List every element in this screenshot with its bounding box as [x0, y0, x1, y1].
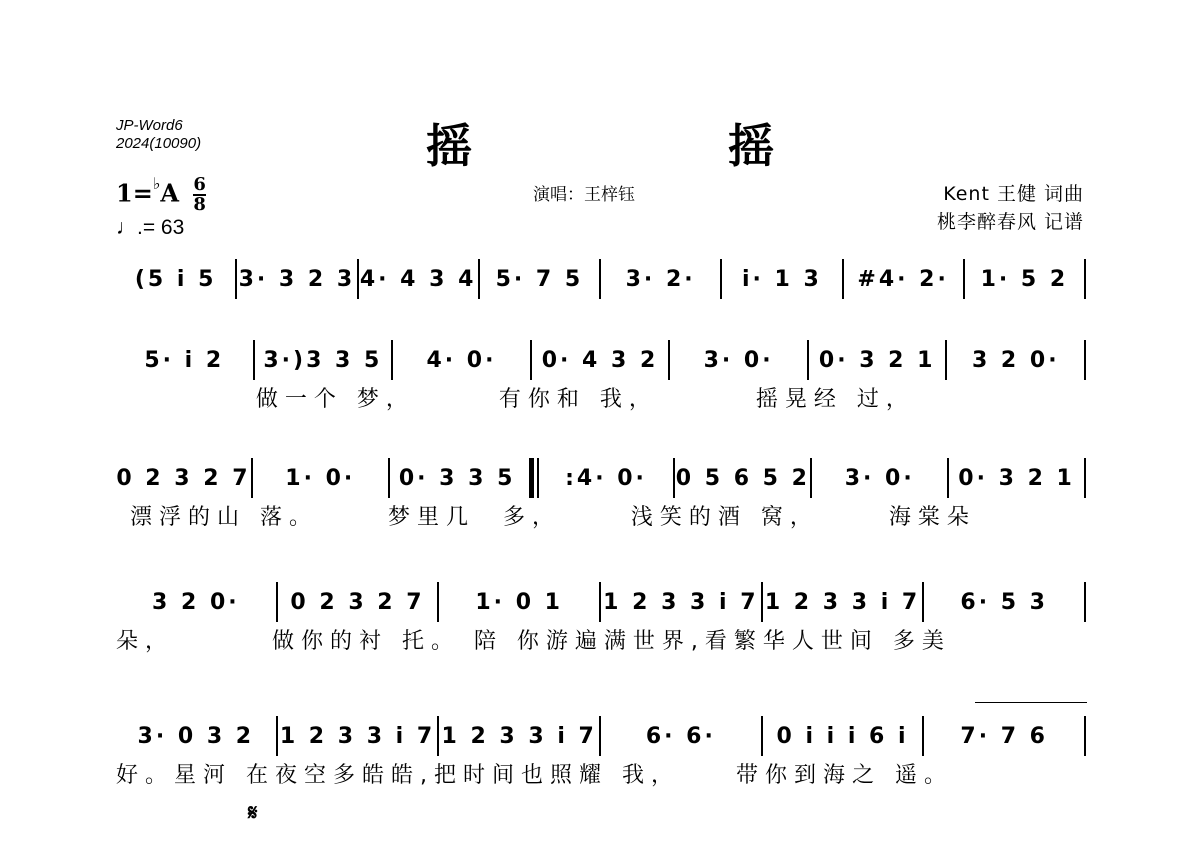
lyrics-row-4: 朵， 做你的衬 托。 陪 你游遍满世界,看繁华人世间 多美 [116, 629, 951, 654]
stave-1 [116, 257, 1086, 301]
notes-row-5 [116, 714, 1086, 758]
measure: 1· 0· [285, 465, 356, 491]
measure: 4· 4 3 4 [359, 266, 477, 292]
measure: 3 2 0· [152, 589, 240, 615]
software-edition: 2024(10090) [116, 135, 202, 152]
measure: 3· 0· [703, 347, 774, 373]
tempo-marking: ♩.= 63 [116, 216, 185, 239]
barline [1084, 259, 1086, 299]
measure: #4· 2· [857, 266, 949, 292]
measure: 0· 3 2 1 [818, 347, 936, 373]
measure: 6· 5 3 [960, 589, 1048, 615]
notes-row-4 [116, 580, 1086, 624]
key-prefix: 1= [116, 178, 153, 208]
measure: 1 2 3 3 i 7 [441, 723, 597, 749]
measure: 3·)3 3 5 [263, 347, 383, 373]
notes-row-1 [116, 257, 1086, 301]
key-signature [116, 173, 206, 215]
measure: 3· 3 2 3 [238, 266, 356, 292]
notes-row-2 [116, 338, 1086, 382]
lyrics-row-5: 好。星河 在夜空多皓皓,把时间也照耀 我， 带你到海之 遥。 [116, 763, 953, 788]
barline [1084, 716, 1086, 756]
measure: (5 i 5 [134, 266, 217, 292]
barline [1084, 582, 1086, 622]
measure: 0 5 6 5 2 [675, 465, 810, 491]
barline [1084, 340, 1086, 380]
credits [937, 180, 1084, 236]
measure: 5· 7 5 [495, 266, 584, 292]
software-label: JP-Word6 [116, 117, 183, 134]
measure: 0· 3 3 5 [398, 465, 516, 491]
measure: 0· 4 3 2 [541, 347, 659, 373]
tie-arc [975, 702, 1087, 703]
measure: 6· 6· [645, 723, 716, 749]
repeat-start-barline [529, 458, 534, 498]
measure: 3· 0 3 2 [137, 723, 255, 749]
stave-3 [116, 456, 1086, 536]
stave-4 [116, 580, 1086, 660]
measure: 0· 3 2 1 [958, 465, 1075, 491]
lyrics-row-3: 漂浮的山 落。 梦里几 多， 浅笑的酒 窝， 海棠朵 [116, 505, 976, 530]
measure: 1 2 3 3 i 7 [279, 723, 436, 749]
song-title: 摇 摇 [425, 119, 894, 173]
composer-credit: Kent 王健 词曲 [943, 183, 1084, 205]
measure: 0 2 3 2 7 [290, 589, 425, 615]
time-top: 6 [193, 174, 206, 195]
flat-icon: ♭ [152, 173, 161, 193]
measure: 1· 5 2 [980, 266, 1069, 292]
key-note: A [160, 178, 179, 208]
measure: 0 i i i 6 i [776, 723, 909, 749]
measure: :4· 0· [565, 465, 647, 491]
measure: 1 2 3 3 i 7 [764, 589, 921, 615]
transcriber-credit: 桃李醉春风 记谱 [936, 211, 1084, 233]
stave-2 [116, 338, 1086, 418]
segno-icon: 𝄋 [248, 800, 258, 826]
measure: 3· 0· [844, 465, 915, 491]
measure: 3 2 0· [971, 347, 1060, 373]
measure: 3· 2· [625, 266, 696, 292]
measure: 7· 7 6 [960, 723, 1048, 749]
measure: 1 2 3 3 i 7 [603, 589, 759, 615]
singer-credit: 演唱：王梓钰 [533, 185, 635, 205]
barline [1084, 458, 1086, 498]
notes-row-3 [116, 456, 1086, 500]
measure: 0 2 3 2 7 [116, 465, 251, 491]
measure: i· 1 3 [741, 266, 822, 292]
measure: 5· i 2 [144, 347, 225, 373]
lyrics-row-2: 做一个 梦， 有你和 我， 摇晃经 过， [116, 387, 915, 412]
measure: 4· 0· [426, 347, 497, 373]
measure: 1· 0 1 [475, 589, 563, 615]
time-bottom: 8 [193, 194, 206, 215]
time-signature [193, 176, 206, 214]
stave-5 [116, 714, 1086, 794]
